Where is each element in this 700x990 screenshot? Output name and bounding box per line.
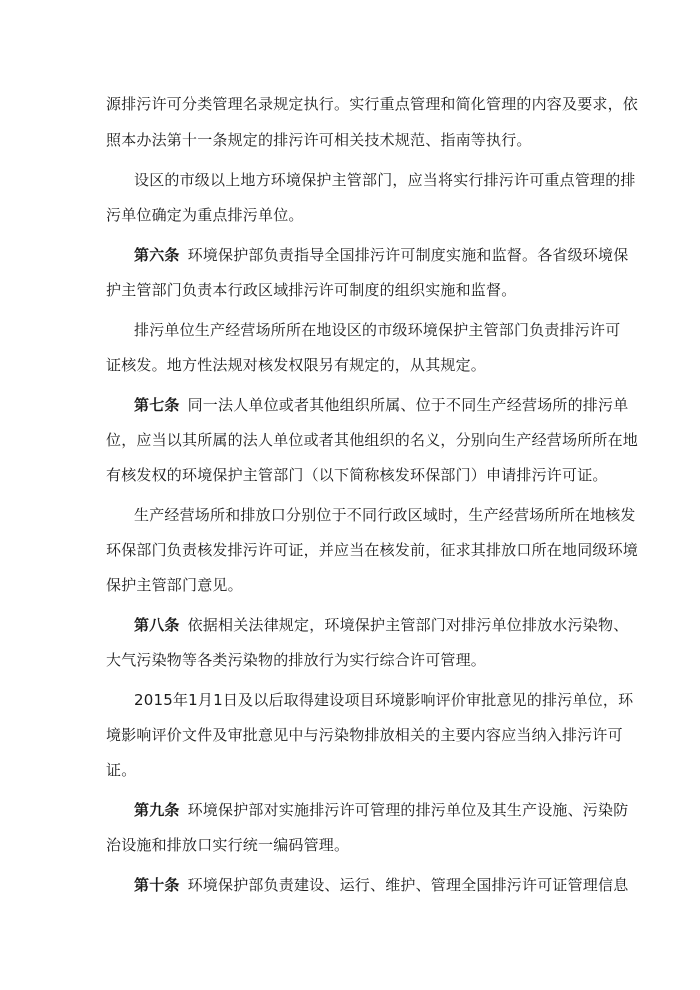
line-text: 治设施和排放口实行统一编码管理。: [106, 836, 350, 854]
article-heading: 第六条: [134, 246, 180, 264]
line-text: 生产经营场所和排放口分别位于不同行政区域时，生产经营场所所在地核发: [134, 506, 636, 524]
paragraph-line: [106, 760, 136, 780]
paragraph-line: [106, 130, 532, 150]
article-heading: 第七条: [134, 396, 180, 414]
line-text: 设区的市级以上地方环境保护主管部门，应当将实行排污许可重点管理的排: [134, 171, 636, 189]
line-text: 证核发。地方性法规对核发权限另有规定的，从其规定。: [106, 356, 487, 374]
line-text: 大气污染物等各类污染物的排放行为实行综合许可管理。: [106, 651, 487, 669]
paragraph-line: [106, 205, 304, 225]
article-heading: 第九条: [134, 801, 180, 819]
paragraph-line: [106, 540, 638, 560]
line-text: 环境保护部负责建设、运行、维护、管理全国排污许可证管理信息: [187, 876, 629, 894]
line-text: 护主管部门负责本行政区域排污许可制度的组织实施和监督。: [106, 281, 517, 299]
paragraph-line: [106, 465, 608, 485]
line-text: 源排污许可分类管理名录规定执行。实行重点管理和简化管理的内容及要求，依: [106, 95, 639, 113]
paragraph-line: [106, 355, 486, 375]
paragraph-line: [106, 650, 486, 670]
line-text: 境影响评价文件及审批意见中与污染物排放相关的主要内容应当纳入排污许可: [106, 726, 623, 744]
article-9-line: [134, 800, 628, 820]
article-heading: 第八条: [134, 616, 180, 634]
article-heading: 第十条: [134, 876, 180, 894]
paragraph-line: [106, 835, 349, 855]
line-text: 环境保护部对实施排污许可管理的排污单位及其生产设施、污染防: [187, 801, 629, 819]
paragraph-line: [134, 170, 636, 190]
article-8-line: [134, 615, 628, 635]
line-text: 排污单位生产经营场所所在地设区的市级环境保护主管部门负责排污许可: [134, 321, 621, 339]
article-10-line: [134, 875, 628, 895]
paragraph-line: [106, 725, 623, 745]
paragraph-line: [106, 575, 243, 595]
line-text: 依据相关法律规定，环境保护主管部门对排污单位排放水污染物、: [187, 616, 629, 634]
paragraph-line: [106, 430, 638, 450]
line-text: 2015年1月1日及以后取得建设项目环境影响评价审批意见的排污单位，环: [134, 691, 634, 709]
line-text: 位，应当以其所属的法人单位或者其他组织的名义，分别向生产经营场所所在地: [106, 431, 639, 449]
line-text: 照本办法第十一条规定的排污许可相关技术规范、指南等执行。: [106, 131, 532, 149]
paragraph-line: [134, 690, 633, 710]
line-text: 污单位确定为重点排污单位。: [106, 206, 304, 224]
paragraph-line: [106, 280, 516, 300]
paragraph-line: [134, 505, 636, 525]
article-7-line: [134, 395, 628, 415]
line-text: 同一法人单位或者其他组织所属、位于不同生产经营场所的排污单: [187, 396, 629, 414]
paragraph-line: [134, 320, 620, 340]
line-text: 证。: [106, 761, 137, 779]
article-6-line: [134, 245, 628, 265]
line-text: 环保部门负责核发排污许可证，并应当在核发前，征求其排放口所在地同级环境: [106, 541, 639, 559]
paragraph-line: [106, 94, 638, 114]
line-text: 有核发权的环境保护主管部门（以下简称核发环保部门）申请排污许可证。: [106, 466, 608, 484]
line-text: 保护主管部门意见。: [106, 576, 243, 594]
line-text: 环境保护部负责指导全国排污许可制度实施和监督。各省级环境保: [187, 246, 629, 264]
